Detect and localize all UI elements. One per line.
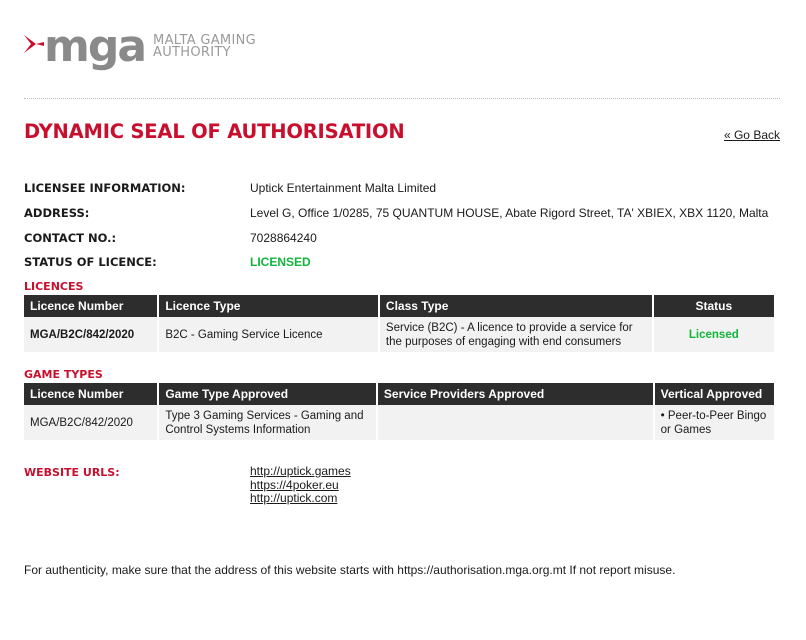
licence-status-cell: Licensed [654,317,774,352]
address-label: ADDRESS: [24,206,90,220]
column-header: Licence Number [24,383,157,405]
mga-logo [22,21,256,72]
vertical-approved-cell: • Peer-to-Peer Bingo or Games [655,405,774,440]
service-providers-cell [378,405,653,440]
table-row [24,405,774,440]
game-licence-number-cell: MGA/B2C/842/2020 [24,405,157,440]
logo-wordmark: mga [44,21,146,72]
licences-section-title: LICENCES [24,280,84,293]
column-header: Service Providers Approved [378,383,653,405]
status-value: LICENSED [250,255,311,269]
status-label: STATUS OF LICENCE: [24,255,157,269]
mga-star-icon [22,27,46,63]
game-type-cell: Type 3 Gaming Services - Gaming and Control Systems Information [159,405,376,440]
website-urls-label: WEBSITE URLS: [24,466,120,479]
game-types-section-title: GAME TYPES [24,368,103,381]
licences-header-row [24,295,774,317]
licences-table [22,295,776,352]
licence-type-cell: B2C - Gaming Service Licence [159,317,378,352]
address-value: Level G, Office 1/0285, 75 QUANTUM HOUSE, Abate Rigord Street, TA' XBIEX, XBX 1120, Malta [250,206,769,220]
licensee-label: LICENSEE INFORMATION: [24,181,186,195]
go-back-link[interactable]: « Go Back [723,128,780,142]
column-header: Game Type Approved [159,383,376,405]
game-types-table [22,383,776,440]
website-url-link[interactable]: https://4poker.eu [250,477,339,492]
column-header: Vertical Approved [655,383,774,405]
column-header: Licence Number [24,295,157,317]
contact-value: 7028864240 [250,231,317,245]
logo-subtitle: MALTA GAMING AUTHORITY [153,33,256,60]
website-url-link[interactable]: http://uptick.com [250,491,338,505]
column-header: Licence Type [159,295,378,317]
website-urls-list [250,465,351,506]
licence-number-cell: MGA/B2C/842/2020 [24,317,157,352]
licensee-value: Uptick Entertainment Malta Limited [250,181,437,195]
column-header: Status [654,295,774,317]
table-row [24,317,774,352]
contact-label: CONTACT NO.: [24,231,117,245]
column-header: Class Type [380,295,652,317]
authenticity-note: For authenticity, make sure that the address of this website starts with https://authorisation.mga.org.mt If not report misuse. [24,563,676,577]
game-types-header-row [24,383,774,405]
website-url-link[interactable]: http://uptick.games [250,464,351,478]
class-type-cell: Service (B2C) - A licence to provide a service for the purposes of engaging with end consumers [380,317,652,352]
header-divider [24,98,780,99]
page-title: DYNAMIC SEAL OF AUTHORISATION [24,120,405,143]
